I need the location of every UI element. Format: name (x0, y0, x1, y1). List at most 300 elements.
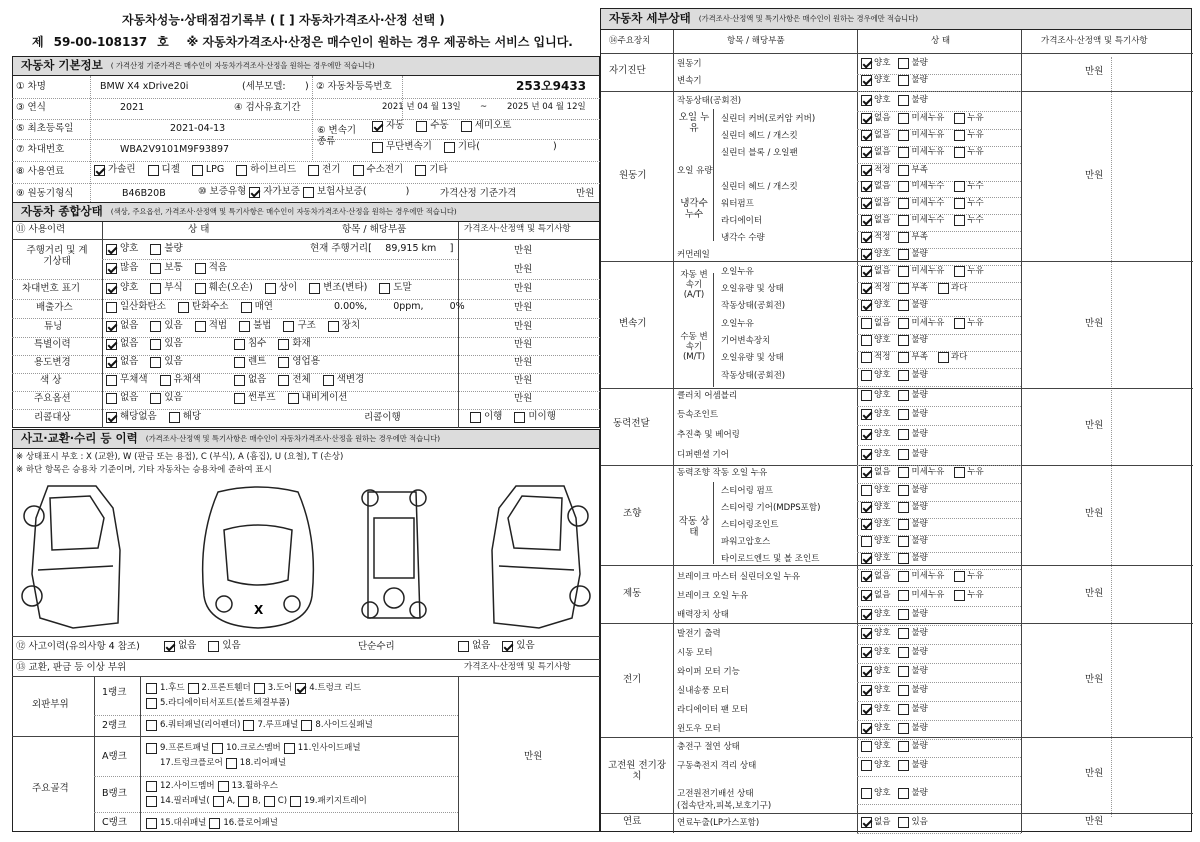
fuel-options: 가솔린 디젤 LPG 하이브리드 전기 수소전기 기타 (94, 165, 448, 176)
common-rail-good-checkbox[interactable] (861, 249, 872, 260)
dash-panel-checkbox[interactable] (146, 818, 157, 829)
purpose-business-checkbox[interactable] (278, 357, 289, 368)
common-rail-bad-checkbox[interactable] (898, 249, 909, 260)
state-option-label: 누유 (967, 589, 984, 600)
state-option-label: 양호 (874, 759, 891, 770)
e-op-good-checkbox[interactable] (861, 95, 872, 106)
repair-none-checkbox[interactable] (458, 641, 469, 652)
t-op-bad-checkbox[interactable] (898, 300, 909, 311)
inspect-from: 2021 년 04 월 13일 (382, 102, 461, 112)
fuel-diesel-checkbox[interactable] (148, 165, 159, 176)
radiator-support-checkbox[interactable] (146, 698, 157, 709)
navigation-checkbox[interactable] (288, 393, 299, 404)
s-joint-bad-checkbox[interactable] (898, 519, 909, 530)
purpose-change-label: 용도변경 (34, 357, 71, 368)
gauge-bad-checkbox[interactable] (150, 244, 161, 255)
emission-hc-checkbox[interactable] (178, 302, 189, 313)
hv3-bad-checkbox[interactable] (898, 788, 909, 799)
accident-none-checkbox[interactable] (164, 641, 175, 652)
t-oil-flow-ok-checkbox[interactable] (861, 283, 872, 294)
tie-rod-bad-checkbox[interactable] (898, 553, 909, 564)
blower-bad-checkbox[interactable] (898, 685, 909, 696)
state-option-label: 불량 (911, 299, 928, 310)
water-pump-water-checkbox[interactable] (954, 198, 965, 209)
front-fender-checkbox[interactable] (188, 683, 199, 694)
col-item: 항목 / 해당부품 (727, 36, 785, 46)
color-none-checkbox[interactable] (234, 375, 245, 386)
row-divider (857, 804, 1021, 805)
state-option-label: 누유 (967, 317, 984, 328)
state-option-label: 양호 (874, 94, 891, 105)
detail-state-radiator (861, 215, 990, 226)
e-op-bad-checkbox[interactable] (898, 95, 909, 106)
price-unit-4: 만원 (514, 302, 533, 313)
detail-state-clutch (861, 390, 934, 401)
cv-joint-good-checkbox[interactable] (861, 409, 872, 420)
row-divider (857, 663, 1021, 664)
quarter-panel-checkbox[interactable] (146, 720, 157, 731)
booster-bad-checkbox[interactable] (898, 609, 909, 620)
state-option-label: 없음 (874, 589, 891, 600)
warranty-insurance-checkbox[interactable] (303, 187, 314, 198)
state-option-label: 양호 (874, 552, 891, 563)
state-option-label: 없음 (874, 112, 891, 123)
shaft-good-checkbox[interactable] (861, 429, 872, 440)
recall-undone-checkbox[interactable] (514, 412, 525, 423)
gear-bad-checkbox[interactable] (898, 335, 909, 346)
detail-item-window: 윈도우 모터 (677, 724, 721, 734)
s-gear-bad-checkbox[interactable] (898, 502, 909, 513)
trans-cvt-checkbox[interactable] (372, 142, 383, 153)
detail-item-m-oil-flow: 오일유량 및 상태 (721, 353, 784, 363)
row-divider (857, 701, 1021, 702)
left-column (12, 8, 600, 832)
state-option-label: 양호 (874, 608, 891, 619)
b-oil-leak-checkbox[interactable] (954, 590, 965, 601)
detail-item-wiper: 와이퍼 모터 기능 (677, 667, 740, 677)
trans-manual-checkbox[interactable] (416, 121, 427, 132)
recall-applicable-checkbox[interactable] (169, 412, 180, 423)
special-none-checkbox[interactable] (106, 339, 117, 350)
s-pump-bad-checkbox[interactable] (898, 485, 909, 496)
detail-section (600, 8, 1192, 832)
b-master-minor-leak-checkbox[interactable] (898, 571, 909, 582)
accident-exists-checkbox[interactable] (208, 641, 219, 652)
trans-sd-good-checkbox[interactable] (861, 75, 872, 86)
floor-panel-checkbox[interactable] (209, 818, 220, 829)
price-unit-7: 만원 (514, 357, 533, 368)
detail-state-gear (861, 335, 934, 346)
clutch-good-checkbox[interactable] (861, 390, 872, 401)
options-list: 썬루프 내비게이션 (234, 393, 347, 404)
water-pump-minor-water-checkbox[interactable] (898, 198, 909, 209)
p-hose-good-checkbox[interactable] (861, 536, 872, 547)
purpose-row: 없음 있음 (106, 357, 183, 368)
price-unit-1: 만원 (514, 245, 533, 256)
row-divider (857, 720, 1021, 721)
trunk-lid-checkbox[interactable] (295, 683, 306, 694)
state-option-label: 양호 (874, 408, 891, 419)
side-sill-checkbox[interactable] (301, 720, 312, 731)
state-option-label: 불량 (911, 408, 928, 419)
m-op-good-checkbox[interactable] (861, 370, 872, 381)
mileage-many-checkbox[interactable] (106, 263, 117, 274)
engine-sd-good-checkbox[interactable] (861, 58, 872, 69)
first-reg-label: ⑤ 최초등록일 (16, 123, 74, 134)
col-use-history: ⑪ 사용이력 (16, 224, 66, 235)
s-gear-good-checkbox[interactable] (861, 502, 872, 513)
unit-brake: 만원 (1085, 588, 1104, 599)
m-oil-leak-leak-checkbox[interactable] (954, 318, 965, 329)
m-oil-leak-none-checkbox[interactable] (861, 318, 872, 329)
cyl-head-gasket2-none-checkbox[interactable] (861, 181, 872, 192)
service-notice: ※ 자동차가격조사·산정은 매수인이 원하는 경우 제공하는 서비스 입니다. (186, 35, 573, 49)
state-option-label: 적정 (874, 351, 891, 362)
rank1-item5: 5.라디에이터서포트(볼트체결부품) (146, 698, 290, 709)
transmission-section-label: 변속기 (619, 318, 647, 329)
plate-alter-checkbox[interactable] (309, 283, 320, 294)
detail-state-alt (861, 628, 934, 639)
fuel-electric-checkbox[interactable] (308, 165, 319, 176)
window-good-checkbox[interactable] (861, 723, 872, 734)
gear-good-checkbox[interactable] (861, 335, 872, 346)
recall-na-checkbox[interactable] (106, 412, 117, 423)
starter-good-checkbox[interactable] (861, 647, 872, 658)
coolant-qty-ok-checkbox[interactable] (861, 232, 872, 243)
hv2-bad-checkbox[interactable] (898, 760, 909, 771)
detail-state-fan (861, 704, 934, 715)
detail-header: 자동차 세부상태 (가격조사·산정액 및 특기사항은 매수인이 원하는 경우에만 적습니다) (600, 8, 1192, 30)
pillar-a-checkbox[interactable] (213, 796, 224, 807)
state-option-label: 누유 (967, 112, 984, 123)
package-tray-checkbox[interactable] (290, 796, 301, 807)
main-frame-label: 주요골격 (32, 783, 69, 794)
b-master-leak-checkbox[interactable] (954, 571, 965, 582)
mileage-gauge-row: 양호 불량 (106, 244, 183, 255)
recall-perf-row: 이행 미이행 (470, 412, 556, 423)
trans-semi-checkbox[interactable] (461, 121, 472, 132)
cyl-head-gasket2-minor-water-checkbox[interactable] (898, 181, 909, 192)
emission-soot-checkbox[interactable] (241, 302, 252, 313)
detail-state-e-op (861, 95, 934, 106)
mileage-normal-checkbox[interactable] (150, 263, 161, 274)
state-option-label: 미세누유 (911, 129, 945, 140)
hv3-good-checkbox[interactable] (861, 788, 872, 799)
state-option-label: 불량 (911, 248, 928, 259)
cross-member-checkbox[interactable] (212, 743, 223, 754)
basic-info-header: 자동차 기본정보 ( 가격산정 기준가격은 매수인이 자동차가격조사·산정을 원하는 경우에만 적습니다) (12, 56, 600, 76)
tuning-illegal-checkbox[interactable] (239, 321, 250, 332)
state-option-label: 없음 (874, 180, 891, 191)
cv-joint-bad-checkbox[interactable] (898, 409, 909, 420)
tuning-structure-checkbox[interactable] (283, 321, 294, 332)
fuel-other-checkbox[interactable] (415, 165, 426, 176)
detail-item-cyl-cover: 실린더 커버(로커암 커버) (721, 114, 816, 124)
alt-bad-checkbox[interactable] (898, 628, 909, 639)
detail-item-hv2: 구동축전지 격리 상태 (677, 761, 757, 771)
state-option-label: 불량 (911, 74, 928, 85)
detail-state-blower (861, 685, 934, 696)
inside-panel-checkbox[interactable] (284, 743, 295, 754)
purpose-options: 렌트 영업용 (234, 357, 320, 368)
detail-state-hv2 (861, 760, 934, 771)
m-oil-flow-excess-checkbox[interactable] (938, 352, 949, 363)
rank1-items: 1.후드 2.프론트휀더 3.도어 4.트렁크 리드 (146, 683, 361, 694)
year-value: 2021 (120, 102, 145, 113)
pillar-c-checkbox[interactable] (264, 796, 275, 807)
row-divider (857, 606, 1021, 607)
state-option-label: 미세누유 (911, 112, 945, 123)
unit-steering: 만원 (1085, 508, 1104, 519)
t-op-good-checkbox[interactable] (861, 300, 872, 311)
trans-auto-checkbox[interactable] (372, 121, 383, 132)
mileage-amount-row: 많음 보통 적음 (106, 263, 227, 274)
state-option-label: 불량 (911, 722, 928, 733)
detail-item-water-pump: 워터펌프 (721, 199, 754, 209)
tuning-none-checkbox[interactable] (106, 321, 117, 332)
b-oil-minor-leak-checkbox[interactable] (898, 590, 909, 601)
m-op-bad-checkbox[interactable] (898, 370, 909, 381)
parts-price-col: 가격조사·산정액 및 특기사항 (464, 662, 571, 672)
hv1-good-checkbox[interactable] (861, 741, 872, 752)
sunroof-checkbox[interactable] (234, 393, 245, 404)
b-oil-none-checkbox[interactable] (861, 590, 872, 601)
diff-good-checkbox[interactable] (861, 449, 872, 460)
row-divider (857, 406, 1021, 407)
front-panel-checkbox[interactable] (146, 743, 157, 754)
price-unit-5: 만원 (514, 321, 533, 332)
oil-flow-ok-checkbox[interactable] (861, 165, 872, 176)
m-oil-flow-ok-checkbox[interactable] (861, 352, 872, 363)
trans-sd-bad-checkbox[interactable] (898, 75, 909, 86)
roof-panel-checkbox[interactable] (243, 720, 254, 731)
cyl-cover-none-checkbox[interactable] (861, 113, 872, 124)
fuel-hybrid-checkbox[interactable] (236, 165, 247, 176)
color-achromatic-checkbox[interactable] (106, 375, 117, 386)
color-change-checkbox[interactable] (323, 375, 334, 386)
detail-state-diff (861, 449, 934, 460)
state-option-label: 없음 (874, 265, 891, 276)
t-oil-flow-low-checkbox[interactable] (898, 283, 909, 294)
reg-number: 253오9433 (516, 79, 587, 93)
cyl-cover-leak-checkbox[interactable] (954, 113, 965, 124)
options-exists-checkbox[interactable] (150, 393, 161, 404)
wiper-good-checkbox[interactable] (861, 666, 872, 677)
ps-oil-none-checkbox[interactable] (861, 467, 872, 478)
s-pump-good-checkbox[interactable] (861, 485, 872, 496)
hood-checkbox[interactable] (146, 683, 157, 694)
emission-label: 배출가스 (36, 302, 73, 313)
alt-good-checkbox[interactable] (861, 628, 872, 639)
state-option-label: 미세누유 (911, 466, 945, 477)
oil-leak-group-label: 오일 누유 (678, 112, 710, 134)
detail-state-booster (861, 609, 934, 620)
trans-other-checkbox[interactable] (444, 142, 455, 153)
hv1-bad-checkbox[interactable] (898, 741, 909, 752)
options-none-checkbox[interactable] (106, 393, 117, 404)
purpose-rent-checkbox[interactable] (234, 357, 245, 368)
plate-theft-checkbox[interactable] (379, 283, 390, 294)
state-option-label: 불량 (911, 334, 928, 345)
price-unit-8: 만원 (514, 375, 533, 386)
inspect-to: 2025 년 04 월 12일 (507, 102, 586, 112)
engine-sd-bad-checkbox[interactable] (898, 58, 909, 69)
special-exists-checkbox[interactable] (150, 339, 161, 350)
cyl-cover-minor-leak-checkbox[interactable] (898, 113, 909, 124)
t-oil-leak-leak-checkbox[interactable] (954, 266, 965, 277)
emission-co-checkbox[interactable] (106, 302, 117, 313)
inspect-period-label: ④ 검사유효기간 (234, 102, 301, 113)
tuning-device-checkbox[interactable] (328, 321, 339, 332)
plate-diff-checkbox[interactable] (265, 283, 276, 294)
m-oil-flow-low-checkbox[interactable] (898, 352, 909, 363)
state-option-label: 미세누유 (911, 146, 945, 157)
fuel-hydrogen-checkbox[interactable] (353, 165, 364, 176)
state-option-label: 부족 (911, 231, 928, 242)
price-unit-3: 만원 (514, 283, 533, 294)
options-label: 주요옵션 (34, 393, 71, 404)
m-oil-leak-minor-leak-checkbox[interactable] (898, 318, 909, 329)
p-hose-bad-checkbox[interactable] (898, 536, 909, 547)
shaft-bad-checkbox[interactable] (898, 429, 909, 440)
detail-state-oil-flow (861, 165, 934, 176)
cyl-head-gasket-leak-checkbox[interactable] (954, 130, 965, 141)
purpose-none-checkbox[interactable] (106, 357, 117, 368)
starter-bad-checkbox[interactable] (898, 647, 909, 658)
cyl-head-gasket-none-checkbox[interactable] (861, 130, 872, 141)
detail-state-m-op (861, 370, 934, 381)
mileage-few-checkbox[interactable] (195, 263, 206, 274)
plate-damage-checkbox[interactable] (195, 283, 206, 294)
fuel-leak-none-checkbox[interactable] (861, 817, 872, 828)
oil-flow-low-checkbox[interactable] (898, 165, 909, 176)
color-label: 색 상 (40, 375, 62, 386)
fuel-lpg-checkbox[interactable] (192, 165, 203, 176)
detail-item-m-oil-leak: 오일누유 (721, 319, 754, 329)
car-diagrams (18, 478, 594, 634)
color-chromatic-checkbox[interactable] (160, 375, 171, 386)
radiator-water-checkbox[interactable] (954, 215, 965, 226)
detail-state-t-oil-leak (861, 266, 990, 277)
hv2-good-checkbox[interactable] (861, 760, 872, 771)
col-item: 항목 / 해당부품 (342, 224, 407, 235)
tuning-label: 튜닝 (44, 321, 63, 332)
col-price: 가격조사·산정액 및 특기사항 (464, 224, 571, 234)
fuel-gasoline-checkbox[interactable] (94, 165, 105, 176)
special-flood-checkbox[interactable] (234, 339, 245, 350)
rear-panel-checkbox[interactable] (226, 758, 237, 769)
trunk-exchange-mark: X (254, 603, 264, 617)
state-option-label: 미세누수 (911, 197, 945, 208)
state-option-label: 양호 (874, 684, 891, 695)
clutch-bad-checkbox[interactable] (898, 390, 909, 401)
base-price-label: 가격산정 기준가격 (440, 188, 517, 199)
special-options: 침수 화재 (234, 339, 311, 350)
gauge-good-checkbox[interactable] (106, 244, 117, 255)
steering-section-label: 조향 (623, 508, 642, 519)
blower-good-checkbox[interactable] (861, 685, 872, 696)
purpose-exists-checkbox[interactable] (150, 357, 161, 368)
pillar-b-checkbox[interactable] (238, 796, 249, 807)
doc-number-row (32, 36, 573, 50)
cyl-head-gasket2-water-checkbox[interactable] (954, 181, 965, 192)
wiper-bad-checkbox[interactable] (898, 666, 909, 677)
diff-bad-checkbox[interactable] (898, 449, 909, 460)
recall-label: 리콜대상 (34, 412, 71, 423)
recall-done-checkbox[interactable] (470, 412, 481, 423)
row-divider (857, 368, 1021, 369)
vin-label: ⑦ 차대번호 (16, 144, 65, 155)
detail-item-alt: 발전기 출력 (677, 629, 721, 639)
state-option-label: 불량 (911, 608, 928, 619)
cyl-block-none-checkbox[interactable] (861, 147, 872, 158)
cyl-block-minor-leak-checkbox[interactable] (898, 147, 909, 158)
recall-row: 해당없음 해당 (106, 412, 201, 423)
fan-bad-checkbox[interactable] (898, 704, 909, 715)
state-option-label: 부족 (911, 164, 928, 175)
window-bad-checkbox[interactable] (898, 723, 909, 734)
car-name: BMW X4 xDrive20i (100, 81, 189, 92)
state-option-label: 불량 (911, 684, 928, 695)
fan-good-checkbox[interactable] (861, 704, 872, 715)
cyl-head-gasket-minor-leak-checkbox[interactable] (898, 130, 909, 141)
warranty-self-checkbox[interactable] (249, 187, 260, 198)
booster-good-checkbox[interactable] (861, 609, 872, 620)
pillar-panel-checkbox[interactable] (146, 796, 157, 807)
state-option-label: 불량 (911, 501, 928, 512)
detail-state-cv-joint (861, 409, 934, 420)
ps-oil-minor-leak-checkbox[interactable] (898, 467, 909, 478)
door-checkbox[interactable] (254, 683, 265, 694)
status-legend: ※ 상태표시 부호 : X (교환), W (판금 또는 용접), C (부식), A (흠집), U (요철), T (손상) (16, 452, 344, 462)
tie-rod-good-checkbox[interactable] (861, 553, 872, 564)
color-all-checkbox[interactable] (278, 375, 289, 386)
cyl-block-leak-checkbox[interactable] (954, 147, 965, 158)
t-oil-flow-excess-checkbox[interactable] (938, 283, 949, 294)
coolant-qty-low-checkbox[interactable] (898, 232, 909, 243)
b-master-none-checkbox[interactable] (861, 571, 872, 582)
radiator-none-checkbox[interactable] (861, 215, 872, 226)
state-option-label: 양호 (874, 484, 891, 495)
parts-label: ⑬ 교환, 판금 등 이상 부위 (16, 662, 127, 673)
overall-header: 자동차 종합상태 (색상, 주요옵션, 가격조사·산정액 및 특기사항은 매수인이 자동차가격조사·산정을 원하는 경우에만 적습니다) (12, 202, 600, 222)
repair-exists-checkbox[interactable] (502, 641, 513, 652)
state-option-label: 양호 (874, 248, 891, 259)
detail-item-cyl-head-gasket: 실린더 헤드 / 개스킷 (721, 131, 798, 141)
wheel-house-checkbox[interactable] (218, 781, 229, 792)
state-option-label: 적정 (874, 231, 891, 242)
tuning-exists-checkbox[interactable] (150, 321, 161, 332)
car-name-label: ① 차명 (16, 81, 46, 92)
s-joint-good-checkbox[interactable] (861, 519, 872, 530)
special-fire-checkbox[interactable] (278, 339, 289, 350)
t-oil-leak-minor-leak-checkbox[interactable] (898, 266, 909, 277)
row-divider (857, 445, 1021, 446)
state-option-label: 불량 (911, 703, 928, 714)
plate-good-checkbox[interactable] (106, 283, 117, 294)
ps-oil-leak-checkbox[interactable] (954, 467, 965, 478)
first-reg-value: 2021-04-13 (170, 123, 226, 134)
radiator-minor-water-checkbox[interactable] (898, 215, 909, 226)
state-option-label: 적정 (874, 282, 891, 293)
plate-rust-checkbox[interactable] (150, 283, 161, 294)
tuning-legal-checkbox[interactable] (195, 321, 206, 332)
plate-label: 차대번호 표기 (22, 283, 81, 294)
t-oil-leak-none-checkbox[interactable] (861, 266, 872, 277)
side-member-checkbox[interactable] (146, 781, 157, 792)
water-pump-none-checkbox[interactable] (861, 198, 872, 209)
fuel-leak-exists-checkbox[interactable] (898, 817, 909, 828)
